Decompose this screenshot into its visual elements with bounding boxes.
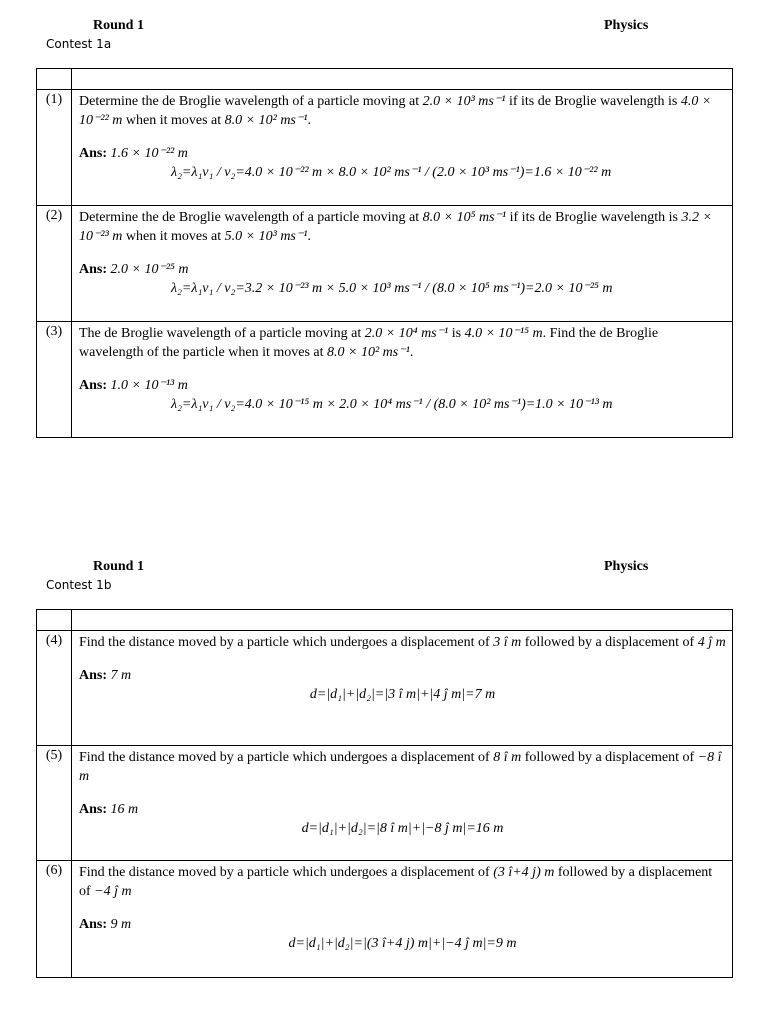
answer-value: 2.0 × 10⁻²⁵ m (110, 262, 189, 277)
contest-label-a: Contest 1a (46, 37, 112, 51)
question-text: Find the distance moved by a particle which undergoes a displacement of 8 î m followed by a displacement of −8 î m (79, 750, 722, 784)
question-table-b (36, 609, 733, 978)
question-text: Determine the de Broglie wavelength of a particle moving at 2.0 × 10³ ms⁻¹ if its de Broglie wavelength is 4.0 × 10⁻²² m when it moves at 8.0 × 10² ms⁻¹. (79, 94, 712, 128)
question-row (37, 206, 733, 322)
question-row (37, 631, 733, 746)
question-number: (3) (37, 322, 72, 438)
question-cell (72, 746, 733, 861)
answer-line: Ans: 1.0 × 10⁻¹³ m (79, 378, 188, 393)
question-row (37, 861, 733, 978)
answer-value: 1.6 × 10⁻²² m (110, 146, 188, 161)
answer-value: 1.0 × 10⁻¹³ m (110, 378, 188, 393)
question-table-a (36, 68, 733, 438)
question-cell (72, 90, 733, 206)
question-cell (72, 861, 733, 978)
question-text: Find the distance moved by a particle which undergoes a displacement of (3 î+4 j) m followed by a displacement of −4 ĵ m (79, 865, 713, 899)
working-equation: λ₂=λ₁v₁ / v₂=4.0 × 10⁻²² m × 8.0 × 10² ms⁻¹ / (2.0 × 10³ ms⁻¹)=1.6 × 10⁻²² m (171, 165, 612, 180)
round-label-b: Round 1 (93, 559, 144, 574)
working-equation: d=|d₁|+|d₂|=|(3 î+4 j) m|+|−4 ĵ m|=9 m (288, 936, 517, 951)
question-text: Find the distance moved by a particle which undergoes a displacement of 3 î m followed by a displacement of 4 ĵ m (79, 635, 726, 650)
contest-label-b: Contest 1b (46, 578, 112, 592)
question-row (37, 322, 733, 438)
subject-label-b: Physics (604, 559, 649, 574)
answer-line: Ans: 7 m (79, 668, 132, 683)
answer-line: Ans: 9 m (79, 917, 132, 932)
answer-line: Ans: 1.6 × 10⁻²² m (79, 146, 188, 161)
question-number: (4) (37, 631, 72, 746)
working-equation: d=|d₁|+|d₂|=|3 î m|+|4 ĵ m|=7 m (309, 687, 496, 702)
question-row (37, 90, 733, 206)
answer-value: 16 m (110, 802, 139, 817)
answer-value: 9 m (110, 917, 132, 932)
answer-value: 7 m (110, 668, 132, 683)
question-number: (6) (37, 861, 72, 978)
answer-line: Ans: 16 m (79, 802, 139, 817)
working-equation: λ₂=λ₁v₁ / v₂=4.0 × 10⁻¹⁵ m × 2.0 × 10⁴ ms⁻¹ / (8.0 × 10² ms⁻¹)=1.0 × 10⁻¹³ m (171, 397, 613, 412)
answer-line: Ans: 2.0 × 10⁻²⁵ m (79, 262, 189, 277)
round-label-a: Round 1 (93, 18, 144, 33)
question-text: Determine the de Broglie wavelength of a particle moving at 8.0 × 10⁵ ms⁻¹ if its de Broglie wavelength is 3.2 × 10⁻²³ m when it moves at 5.0 × 10³ ms⁻¹. (79, 210, 712, 244)
question-number: (2) (37, 206, 72, 322)
question-number: (5) (37, 746, 72, 861)
question-cell (72, 206, 733, 322)
working-equation: d=|d₁|+|d₂|=|8 î m|+|−8 ĵ m|=16 m (301, 821, 504, 836)
question-text: The de Broglie wavelength of a particle moving at 2.0 × 10⁴ ms⁻¹ is 4.0 × 10⁻¹⁵ m. Find the de Broglie wavelength of the particle when it moves at 8.0 × 10² ms⁻¹. (79, 326, 659, 360)
question-number: (1) (37, 90, 72, 206)
table-header-row (37, 610, 733, 631)
subject-label-a: Physics (604, 18, 649, 33)
question-cell (72, 322, 733, 438)
working-equation: λ₂=λ₁v₁ / v₂=3.2 × 10⁻²³ m × 5.0 × 10³ ms⁻¹ / (8.0 × 10⁵ ms⁻¹)=2.0 × 10⁻²⁵ m (171, 281, 613, 296)
question-cell (72, 631, 733, 746)
question-row (37, 746, 733, 861)
table-header-row (37, 69, 733, 90)
